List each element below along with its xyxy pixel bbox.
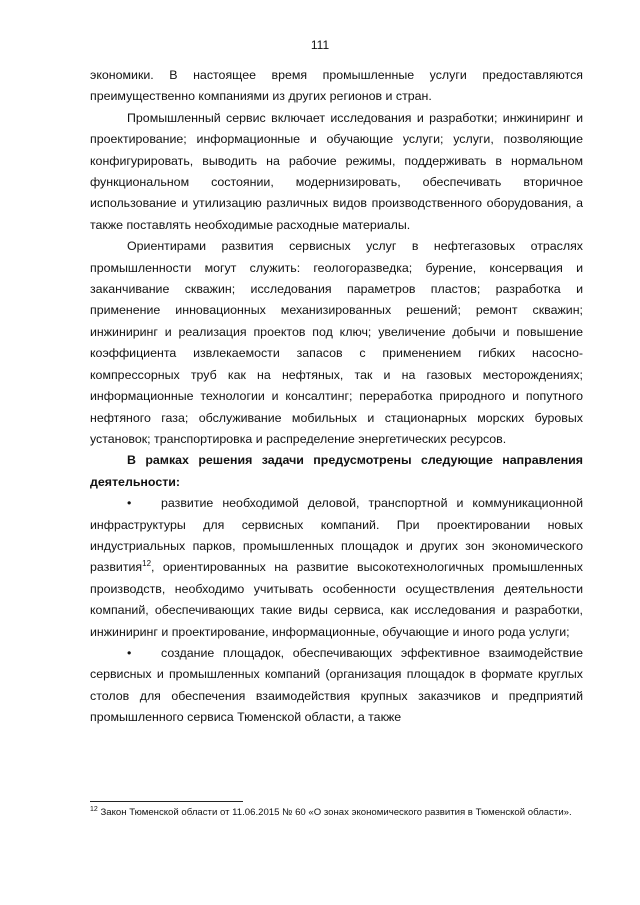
bullet-marker: • [127, 645, 132, 660]
bullet-item-1 [90, 493, 583, 643]
footnote-divider [90, 801, 243, 802]
bullet-2-text: создание площадок, обеспечивающих эффективное взаимодействие сервисных и промышленных компаний (организация площадок в формате круглых столов для обеспечения взаимодействия крупных заказчиков и предприятий промышленного сервиса Тюменской области, а также [90, 645, 583, 725]
bullet-1-text-b: , ориентированных на развитие высокотехнологичных промышленных производств, необходимо учитывать особенности осуществления деятельности компаний, обеспечивающих такие виды сервиса, как исследования и разработки, инжиниринг и проектирование, информационные, обучающие и иного рода услуги; [90, 560, 583, 639]
document-body [90, 65, 583, 729]
footnote-ref[interactable]: 12 [142, 559, 152, 569]
bullet-marker: • [127, 496, 132, 511]
footnote [90, 806, 583, 819]
bullet-item-2 [90, 643, 583, 729]
bullet-1-text-a: развитие необходимой деловой, транспортной и коммуникационной инфраструктуры для сервисных компаний. При проектировании новых индустриальных парков, промышленных площадок и других зон экономического развития [90, 496, 583, 575]
paragraph-3: Ориентирами развития сервисных услуг в нефтегазовых отраслях промышленности могут служить: геологоразведка; бурение, консервация и заканчивание скважин; исследования параметров пластов; разработка и применение инновационных механизированных решений; ремонт скважин; инжиниринг и реализация проектов под ключ; увеличение добычи и повышение коэффициента извлекаемости запасов с применением гибких насосно-компрессорных труб как на нефтяных, так и на газовых месторождениях; информационные технологии и консалтинг; переработка природного и попутного нефтяного газа; обслуживание мобильных и стационарных морских буровых установок; транспортировка и распределение энергетических ресурсов. [90, 239, 583, 446]
footnote-number: 12 [90, 806, 98, 813]
paragraph-2: Промышленный сервис включает исследования и разработки; инжиниринг и проектирование; информационные и обучающие услуги; услуги, позволяющие конфигурировать, выводить на рабочие режимы, поддерживать в нормальном функциональном состоянии, модернизировать, обеспечивать вторичное использование и утилизацию различных видов производственного оборудования, а также поставлять необходимые расходные материалы. [90, 110, 583, 232]
paragraph-1: экономики. В настоящее время промышленные услуги предоставляются преимущественно компаниями из других регионов и стран. [90, 68, 583, 104]
section-heading: В рамках решения задачи предусмотрены следующие направления деятельности: [90, 453, 583, 489]
footnote-text: Закон Тюменской области от 11.06.2015 № 60 «О зонах экономического развития в Тюменской области». [97, 807, 572, 818]
page-number: 111 [310, 38, 330, 52]
